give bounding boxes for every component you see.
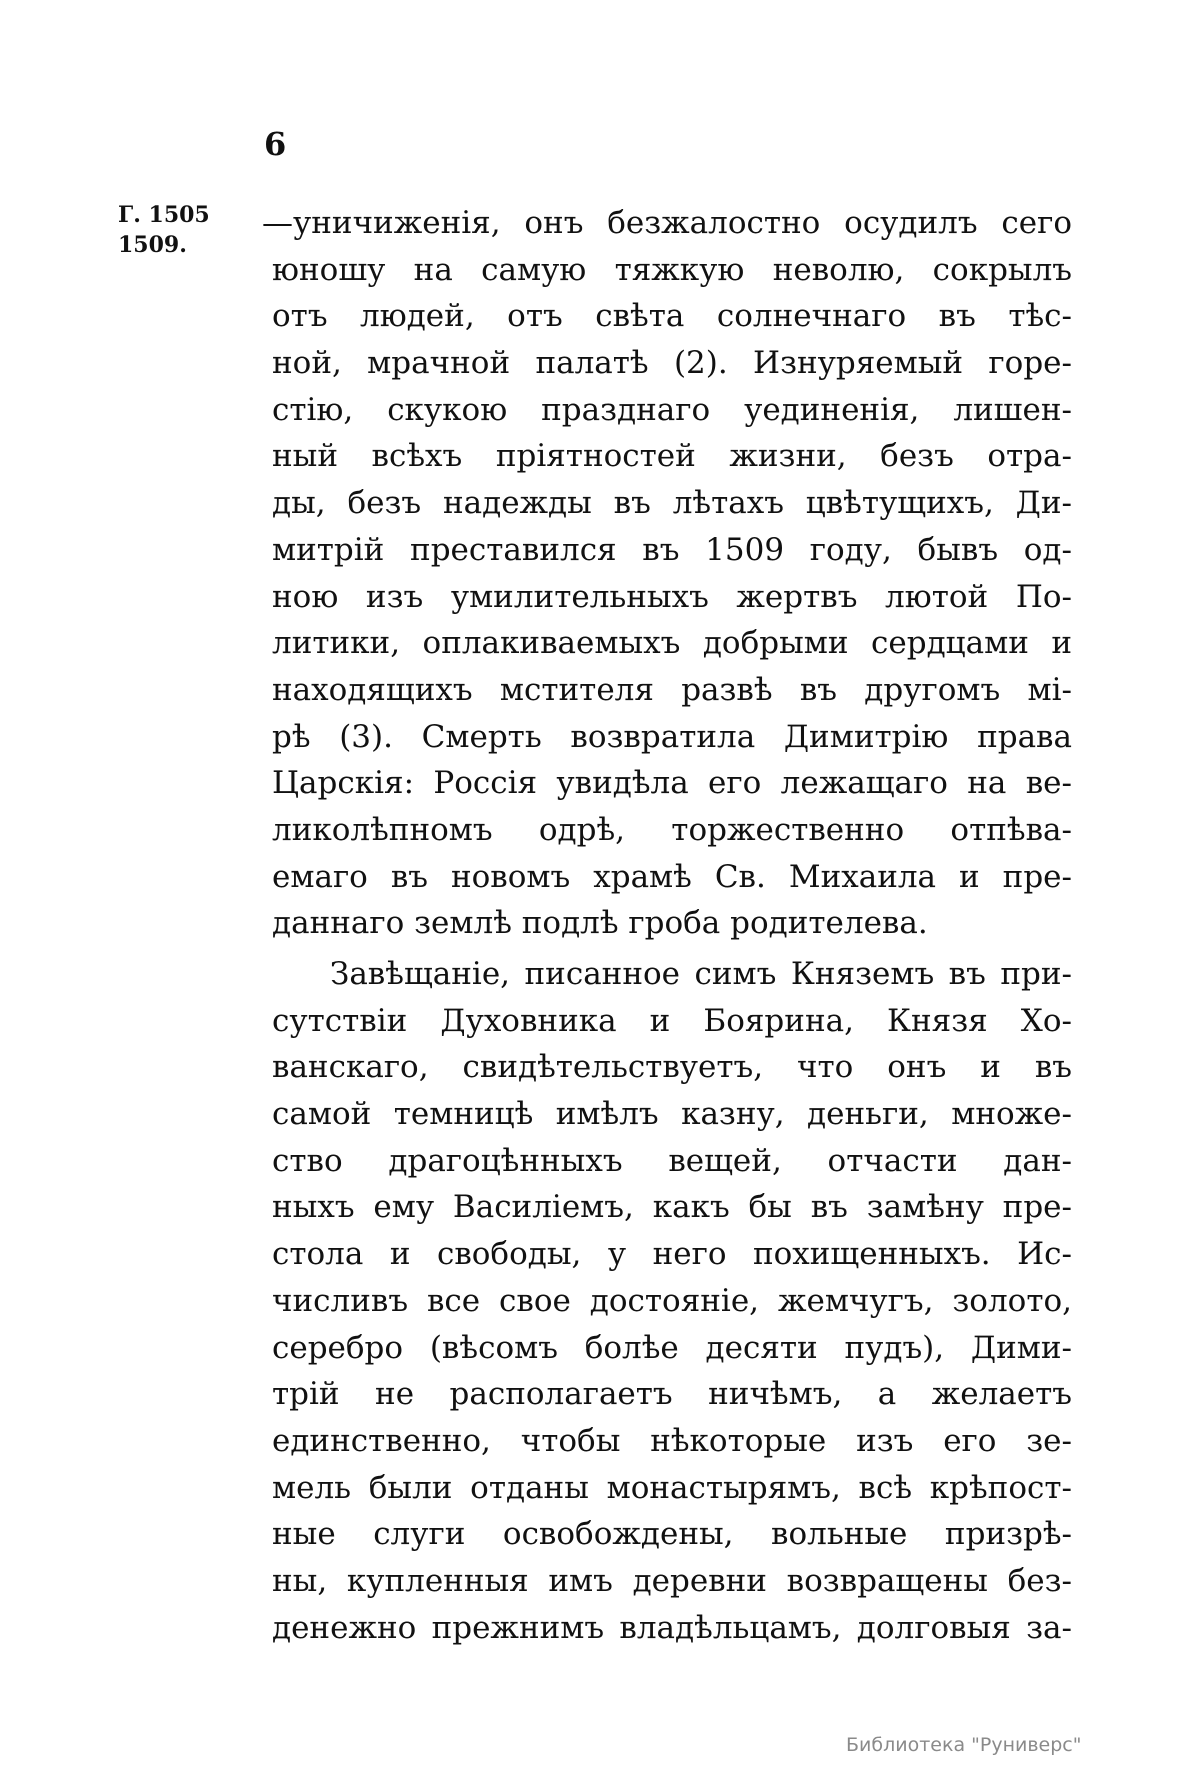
text-line: серебро (вѣсомъ болѣе десяти пудъ), Дими- [272, 1329, 1072, 1366]
text-line: ликолѣпномъ одрѣ, торжественно отпѣва- [272, 811, 1072, 848]
body-text [262, 200, 1072, 1651]
text-line: емаго въ новомъ храмѣ Св. Михаила и пре- [272, 858, 1072, 895]
library-watermark: Библиотека "Руниверс" [846, 1734, 1082, 1756]
margin-date-note [118, 200, 243, 260]
text-line: сутствіи Духовника и Боярина, Князя Хо- [272, 1002, 1072, 1039]
text-line: отъ людей, отъ свѣта солнечнаго въ тѣс- [272, 298, 1072, 335]
text-line: находящихъ мстителя развѣ въ другомъ мі- [272, 671, 1072, 708]
text-line: ны, купленныя имъ деревни возвращены без- [272, 1562, 1072, 1599]
text-line: стола и свободы, у него похищенныхъ. Ис- [272, 1236, 1072, 1273]
text-line: стію, скукою празднаго уединенія, лишен- [272, 391, 1072, 428]
text-line: ныхъ ему Василіемъ, какъ бы въ замѣну пре- [272, 1189, 1072, 1226]
text-line: юношу на самую тяжкую неволю, сокрылъ [272, 251, 1072, 288]
text-line: рѣ (3). Смерть возвратила Димитрію права [272, 718, 1072, 755]
text-line: Царскія: Россія увидѣла его лежащаго на ве- [272, 765, 1072, 802]
text-line: трій не располагаетъ ничѣмъ, а желаетъ [272, 1376, 1072, 1413]
text-line: денежно прежнимъ владѣльцамъ, долговыя за- [272, 1609, 1072, 1646]
text-line: —уничиженія, онъ безжалостно осудилъ сего [262, 205, 1072, 241]
margin-date-start: Г. 1505 [118, 202, 210, 228]
text-line: ство драгоцѣнныхъ вещей, отчасти дан- [272, 1142, 1072, 1179]
paragraph-2 [272, 951, 1072, 1651]
margin-date-end: 1509. [118, 232, 187, 258]
page-number: 6 [264, 125, 287, 163]
text-line: даннаго землѣ подлѣ гроба родителева. [272, 905, 928, 942]
text-line: мель были отданы монастырямъ, всѣ крѣпост- [272, 1469, 1072, 1506]
text-line: литики, оплакиваемыхъ добрыми сердцами и [272, 625, 1072, 662]
text-line: ды, безъ надежды въ лѣтахъ цвѣтущихъ, Ди- [272, 485, 1072, 522]
paragraph-1 [262, 200, 1072, 947]
text-line: ванскаго, свидѣтельствуетъ, что онъ и въ [272, 1049, 1072, 1086]
text-line: числивъ все свое достояніе, жемчугъ, золото, [272, 1282, 1072, 1319]
text-line: самой темницѣ имѣлъ казну, деньги, множе- [272, 1096, 1072, 1133]
text-line: единственно, чтобы нѣкоторые изъ его зе- [272, 1422, 1072, 1459]
text-line: ной, мрачной палатѣ (2). Изнуряемый горе- [272, 345, 1072, 382]
text-line: ною изъ умилительныхъ жертвъ лютой По- [272, 578, 1072, 615]
text-line: ный всѣхъ пріятностей жизни, безъ отра- [272, 438, 1072, 475]
text-line: митрій преставился въ 1509 году, бывъ од- [272, 531, 1072, 568]
text-line: ные слуги освобождены, вольные призрѣ- [272, 1516, 1072, 1553]
text-line: Завѣщаніе, писанное симъ Княземъ въ при- [330, 956, 1072, 992]
